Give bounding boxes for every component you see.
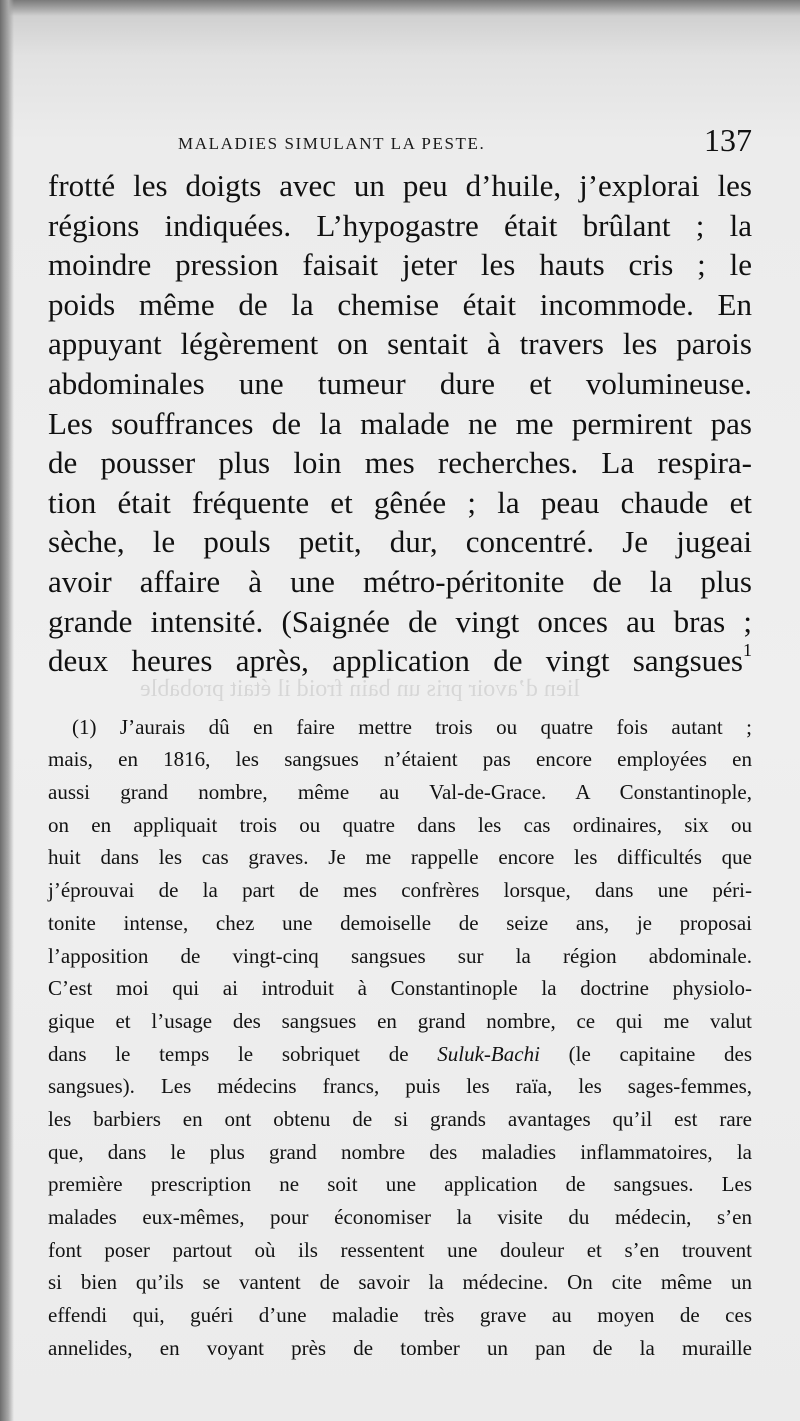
footnote-line: effendi qui, guéri d’une maladie très grave au moyen de ces [48, 1303, 752, 1328]
footnote-line: sangsues). Les médecins francs, puis les raïa, les sages-femmes, [48, 1074, 752, 1099]
footnote-line: gique et l’usage des sangsues en grand nombre, ce qui me valut [48, 1008, 752, 1033]
body-line: avoir affaire à une métro-péritonite de la plus [48, 563, 752, 599]
running-title: MALADIES SIMULANT LA PESTE. [178, 134, 486, 153]
footnote-line: font poser partout où ils ressentent une douleur et s’en trouvent [48, 1237, 752, 1262]
page-number: 137 [704, 122, 752, 158]
body-text [48, 166, 752, 681]
body-line: sèche, le pouls petit, dur, concentré. Je jugeai [48, 524, 752, 560]
footnote-text: dans le temps le sobriquet de [48, 1041, 438, 1066]
body-line: frotté les doigts avec un peu d’huile, j’explorai les [48, 168, 752, 203]
scan-left-shadow [0, 0, 14, 1421]
footnote-text: (le capitaine des [539, 1041, 752, 1066]
footnote-line: huit dans les cas graves. Je me rappelle encore les difficultés que [48, 845, 752, 870]
footnote-line: tonite intense, chez une demoiselle de seize ans, je proposai [48, 910, 752, 935]
footnote-reference: 1 [743, 640, 752, 661]
footnote-line: première prescription ne soit une application de sangsues. Les [48, 1172, 752, 1197]
footnote-line: C’est moi qui ai introduit à Constantinople la doctrine physiolo- [48, 976, 752, 1001]
body-line: poids même de la chemise était incommode. En [48, 286, 752, 322]
body-line: grande intensité. (Saignée de vingt onces au bras ; [48, 603, 752, 639]
footnote-line: malades eux-mêmes, pour économiser la visite du médecin, s’en [48, 1205, 752, 1230]
footnote-italic-term: Suluk-Bachi [437, 1041, 540, 1066]
body-line-text: deux heures après, application de vingt sangsues [48, 643, 743, 679]
footnote-line: annelides, en voyant près de tomber un pan de la muraille [48, 1335, 752, 1360]
footnote-line: j’éprouvai de la part de mes confrères lorsque, dans une péri- [48, 878, 752, 903]
show-through-text: lien d’avoir pris un bain froid il était probable [140, 676, 580, 702]
scan-top-shadow [0, 0, 800, 16]
body-line-last [48, 641, 752, 681]
running-head [48, 122, 752, 166]
body-line: moindre pression faisait jeter les hauts cris ; le [48, 247, 752, 283]
footnote-line: l’apposition de vingt-cinq sangsues sur la région abdominale. [48, 943, 752, 968]
footnote-line [48, 1038, 752, 1071]
footnote-line: aussi grand nombre, même au Val-de-Grace. A Constantinople, [48, 780, 752, 805]
body-line: régions indiquées. L’hypogastre était brûlant ; la [48, 207, 752, 243]
body-line: abdominales une tumeur dure et volumineuse. [48, 365, 752, 401]
footnote-line: si bien qu’ils se vantent de savoir la médecine. On cite même un [48, 1270, 752, 1295]
footnote-line: on en appliquait trois ou quatre dans les cas ordinaires, six ou [48, 812, 752, 837]
body-line: Les souffrances de la malade ne me permirent pas [48, 405, 752, 441]
body-line: appuyant légèrement on sentait à travers les parois [48, 326, 752, 362]
page-content [48, 122, 752, 1364]
body-line: de pousser plus loin mes recherches. La respira- [48, 445, 752, 481]
footnote-line: que, dans le plus grand nombre des maladies inflammatoires, la [48, 1139, 752, 1164]
body-line: tion était fréquente et gênée ; la peau chaude et [48, 484, 752, 520]
footnote-line: mais, en 1816, les sangsues n’étaient pas encore employées en [48, 747, 752, 772]
footnote-line: les barbiers en ont obtenu de si grands avantages qu’il est rare [48, 1106, 752, 1131]
footnote-line: (1) J’aurais dû en faire mettre trois ou quatre fois autant ; [72, 714, 752, 739]
footnote [48, 711, 752, 1365]
